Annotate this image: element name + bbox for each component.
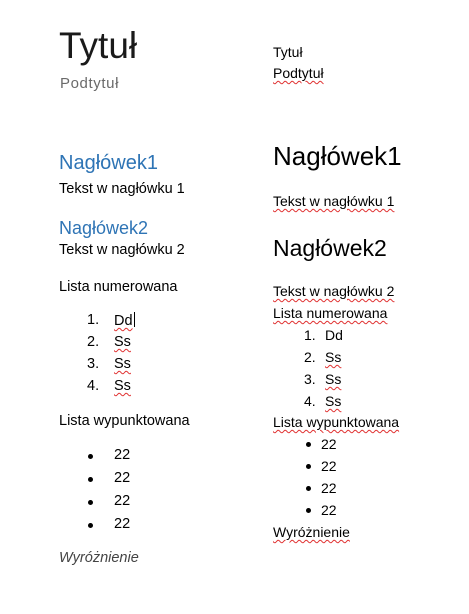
right-heading1-text xyxy=(273,193,394,209)
bullet-dot-icon xyxy=(88,477,93,482)
right-list-item-text: Ss xyxy=(325,371,342,387)
right-list-number: 3. xyxy=(304,371,316,387)
left-list-number: 1. xyxy=(87,312,100,328)
left-bullet-item: 22 xyxy=(114,493,131,509)
right-list-item-text: Ss xyxy=(325,349,342,365)
right-subtitle: Podtytuł xyxy=(273,65,324,81)
bullet-dot-icon xyxy=(88,454,93,459)
left-list-item-text: Ss xyxy=(114,334,131,350)
left-bullet-item: 22 xyxy=(114,470,131,486)
right-numbered-label: Lista numerowana xyxy=(273,305,388,321)
right-list-number: 2. xyxy=(304,349,316,365)
bullet-dot-icon xyxy=(306,508,311,513)
left-list-number: 3. xyxy=(87,356,100,372)
right-heading2-text-value: Tekst w nagłówku 2 xyxy=(273,283,395,299)
left-bullet-item: 22 xyxy=(114,516,131,532)
right-list-number: 4. xyxy=(304,393,316,409)
right-list-number: 1. xyxy=(304,327,316,343)
left-list-item-text: Ss xyxy=(114,378,131,394)
right-list-item-text: Ss xyxy=(325,393,342,409)
right-bullet-item: 22 xyxy=(321,502,337,518)
left-list-number: 2. xyxy=(87,334,100,350)
left-heading2: Nagłówek2 xyxy=(59,218,149,238)
left-heading2-text: Tekst w nagłówku 2 xyxy=(59,242,185,258)
right-bullet-item: 22 xyxy=(321,436,337,452)
bullet-dot-icon xyxy=(88,500,93,505)
right-title: Tytuł xyxy=(273,44,303,60)
left-title: Tytuł xyxy=(59,25,138,66)
right-heading1-text-value: Tekst w nagłówku 1 xyxy=(273,193,395,209)
right-bullet-label: Lista wypunktowana xyxy=(273,414,400,430)
right-emphasis: Wyróżnienie xyxy=(273,524,350,540)
right-bullet-item: 22 xyxy=(321,458,337,474)
left-bullet-item: 22 xyxy=(114,447,131,463)
right-heading2-text xyxy=(273,283,394,299)
right-heading1: Nagłówek1 xyxy=(273,141,402,171)
left-emphasis: Wyróżnienie xyxy=(59,550,139,566)
left-heading1: Nagłówek1 xyxy=(59,152,158,174)
bullet-dot-icon xyxy=(306,464,311,469)
left-numbered-label: Lista numerowana xyxy=(59,279,178,295)
left-heading1-text: Tekst w nagłówku 1 xyxy=(59,181,185,197)
left-bullet-label: Lista wypunktowana xyxy=(59,413,190,429)
left-list-number: 4. xyxy=(87,378,100,394)
text-cursor xyxy=(134,312,135,327)
right-heading2: Nagłówek2 xyxy=(273,235,387,261)
right-bullet-item: 22 xyxy=(321,480,337,496)
bullet-dot-icon xyxy=(306,486,311,491)
right-list-item-text: Dd xyxy=(325,327,343,343)
bullet-dot-icon xyxy=(306,442,311,447)
left-list-item-text[interactable] xyxy=(114,312,135,329)
left-list-item-text: Ss xyxy=(114,356,131,372)
bullet-dot-icon xyxy=(88,523,93,528)
left-subtitle: Podtytuł xyxy=(60,75,119,92)
left-list-item-value: Dd xyxy=(114,313,133,329)
